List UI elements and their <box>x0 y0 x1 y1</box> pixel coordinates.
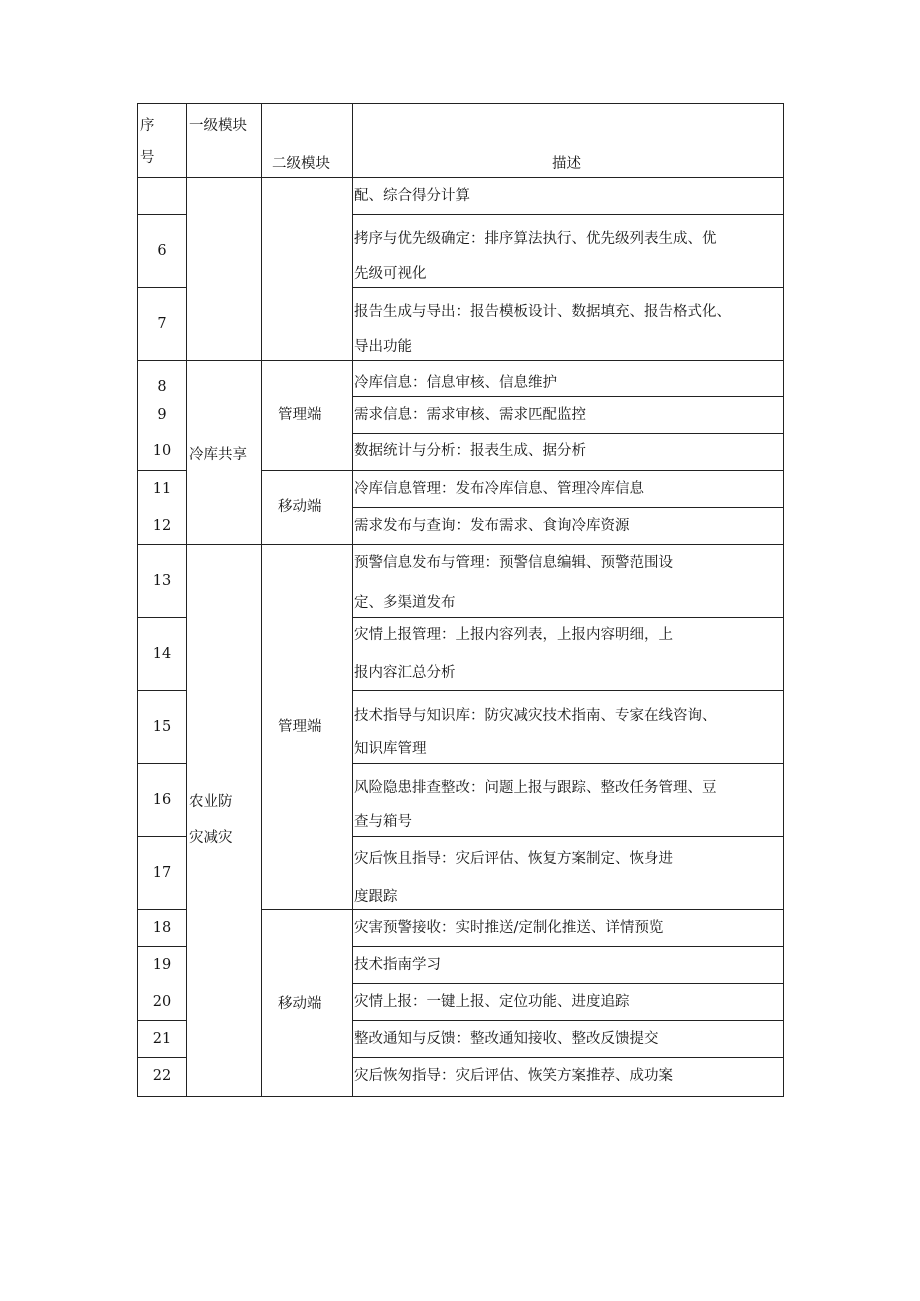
header-level2: 二级模块 <box>272 156 330 172</box>
row-number: 19 <box>152 957 172 973</box>
header-description: 描述 <box>552 156 581 172</box>
level1-disaster-line1: 农业防 <box>189 794 233 810</box>
row-number: 21 <box>152 1031 172 1047</box>
row-desc: 风险隐患排查整改：问题上报与跟踪、整改任务管理、豆 <box>354 780 717 796</box>
row-number: 17 <box>152 865 172 881</box>
row-number: 12 <box>152 518 172 534</box>
row-number: 6 <box>157 243 167 259</box>
row-number: 18 <box>152 920 172 936</box>
row-desc-cont: 度跟踪 <box>354 889 398 905</box>
row-desc-cont: 先级可视化 <box>354 266 427 282</box>
row-desc-cont: 报内容汇总分析 <box>354 665 456 681</box>
level2-disaster-mobile: 移动端 <box>278 996 322 1012</box>
row-desc-cont: 定、多渠道发布 <box>354 595 456 611</box>
row-number: 20 <box>152 994 172 1010</box>
row-desc: 技术指南学习 <box>354 957 441 973</box>
row-desc: 拷序与优先级确定：排序算法执行、优先级列表生成、优 <box>354 231 717 247</box>
row-number: 16 <box>152 792 172 808</box>
row-desc: 预警信息发布与管理：预警信息编辑、预警范围设 <box>354 555 673 571</box>
row-desc: 冷库信息：信息审核、信息维护 <box>354 375 557 391</box>
row-desc: 数据统计与分析：报表生成、据分析 <box>354 443 586 459</box>
header-seq-top: 序 <box>140 118 155 134</box>
row-desc: 灾后恢且指导：灾后评估、恢复方案制定、恢身进 <box>354 851 673 867</box>
row-number: 9 <box>157 407 167 423</box>
level1-cold-storage: 冷库共享 <box>189 447 247 463</box>
row-number: 14 <box>152 646 172 662</box>
row-number: 13 <box>152 573 172 589</box>
row-desc: 需求发布与查询：发布需求、食询冷库资源 <box>354 518 630 534</box>
row-number: 8 <box>157 379 167 395</box>
level2-cold-admin: 管理端 <box>278 407 322 423</box>
row-number: 11 <box>152 481 172 497</box>
row-desc: 灾情上报：一键上报、定位功能、进度追踪 <box>354 994 630 1010</box>
row-desc: 需求信息：需求审核、需求匹配监控 <box>354 407 586 423</box>
row-desc-cont: 知识库管理 <box>354 741 427 757</box>
row-number: 7 <box>157 316 167 332</box>
header-seq-bottom: 号 <box>140 150 155 166</box>
row-desc: 整改通知与反馈：整改通知接收、整改反馈提交 <box>354 1031 659 1047</box>
row-desc: 灾情上报管理：上报内容列表，上报内容明细，上 <box>354 627 673 643</box>
header-level1: 一级模块 <box>189 118 247 134</box>
row-desc-cont: 导出功能 <box>354 339 412 355</box>
row-number: 15 <box>152 719 172 735</box>
level2-cold-mobile: 移动端 <box>278 499 322 515</box>
row-desc: 技术指导与知识库：防灾减灾技术指南、专家在线咨询、 <box>354 708 717 724</box>
level2-disaster-admin: 管理端 <box>278 719 322 735</box>
row-number: 22 <box>152 1068 172 1084</box>
row-desc: 灾害预警接收：实时推送/定制化推送、详情预览 <box>354 920 664 936</box>
row-desc: 灾后恢匆指导：灾后评估、恢笑方案推荐、成功案 <box>354 1068 673 1084</box>
row-desc: 配、综合得分计算 <box>354 188 470 204</box>
row-desc: 报告生成与导出：报告模板设计、数据填充、报告格式化、 <box>354 304 731 320</box>
row-desc-cont: 查与箱号 <box>354 814 412 830</box>
level1-disaster-line2: 灾减灾 <box>189 830 233 846</box>
row-number: 10 <box>152 443 172 459</box>
row-desc: 冷库信息管理：发布冷库信息、管理冷库信息 <box>354 481 644 497</box>
